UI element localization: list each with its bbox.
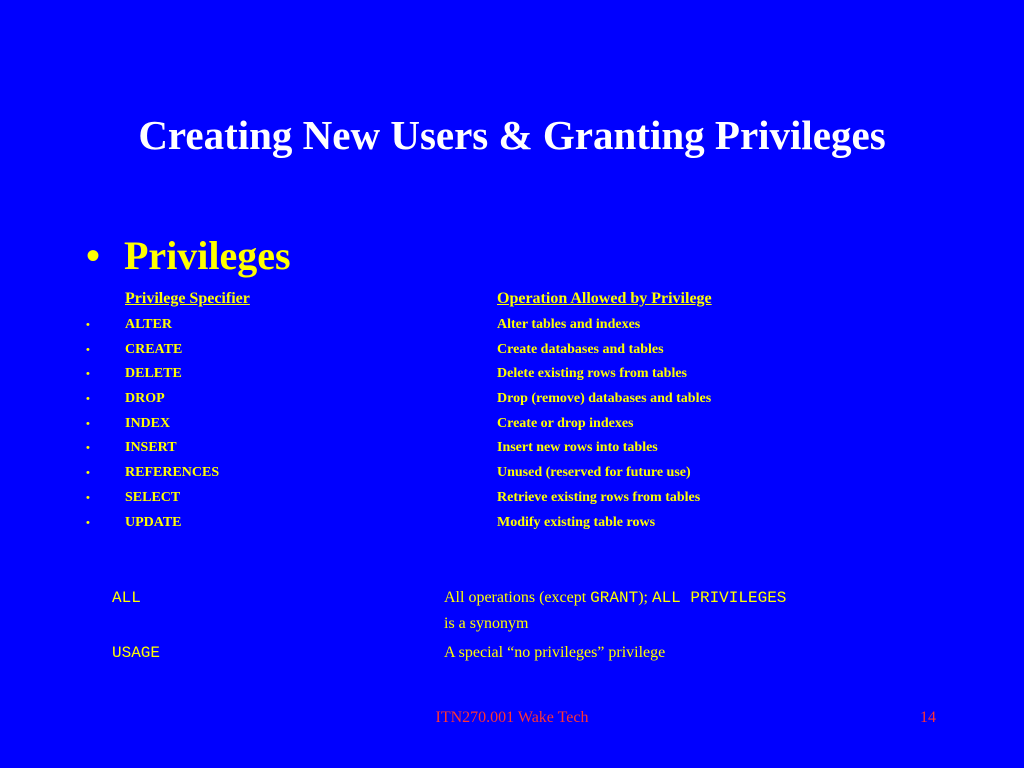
privilege-row-delete xyxy=(86,364,786,389)
privilege-row-insert xyxy=(86,438,786,463)
usage-description: A special “no privileges” privilege xyxy=(444,644,666,661)
column-header-specifier: Privilege Specifier xyxy=(125,290,250,307)
privilege-specifier: SELECT xyxy=(125,489,181,505)
privilege-list xyxy=(86,315,786,537)
all-desc-prefix: All operations (except xyxy=(444,589,591,606)
privilege-row-index xyxy=(86,414,786,439)
privilege-row-update xyxy=(86,513,786,538)
privilege-row-alter xyxy=(86,315,786,340)
privilege-specifier: INDEX xyxy=(125,415,171,431)
row-bullet: • xyxy=(86,417,90,430)
privilege-row-drop xyxy=(86,389,786,414)
row-bullet: • xyxy=(86,442,90,455)
privilege-specifier: REFERENCES xyxy=(125,465,220,481)
privilege-row-references xyxy=(86,463,786,488)
privilege-specifier: INSERT xyxy=(125,440,177,456)
privilege-operation: Insert new rows into tables xyxy=(497,440,658,456)
all-privileges-keyword: ALL PRIVILEGES xyxy=(651,589,787,607)
page-number: 14 xyxy=(920,709,936,726)
row-bullet: • xyxy=(86,393,90,406)
privilege-specifier: CREATE xyxy=(125,341,183,357)
slide-title: Creating New Users & Granting Privileges xyxy=(138,112,886,158)
privilege-operation: Create databases and tables xyxy=(497,341,664,357)
all-specifier: ALL xyxy=(112,589,141,607)
privilege-row-select xyxy=(86,488,786,513)
all-description xyxy=(444,585,786,611)
row-bullet: • xyxy=(86,368,90,381)
privilege-operation: Retrieve existing rows from tables xyxy=(497,489,701,505)
usage-specifier: USAGE xyxy=(112,644,161,662)
privilege-operation: Create or drop indexes xyxy=(497,415,634,431)
privilege-operation: Alter tables and indexes xyxy=(497,317,641,332)
privilege-operation: Modify existing table rows xyxy=(497,514,656,530)
privilege-operation: Drop (remove) databases and tables xyxy=(497,391,712,407)
all-desc-middle: ); xyxy=(638,589,652,606)
section-heading xyxy=(86,230,291,282)
privilege-row-create xyxy=(86,340,786,365)
privilege-specifier: DELETE xyxy=(125,366,182,382)
column-header-operation: Operation Allowed by Privilege xyxy=(497,290,712,307)
bullet-glyph: • xyxy=(86,233,101,278)
all-description-line2: is a synonym xyxy=(444,615,529,632)
row-bullet: • xyxy=(86,491,90,504)
privilege-operation: Unused (reserved for future use) xyxy=(497,465,691,481)
privilege-operation: Delete existing rows from tables xyxy=(497,366,687,382)
privilege-specifier: UPDATE xyxy=(125,514,182,530)
section-heading-text: Privileges xyxy=(124,233,291,278)
privilege-specifier: ALTER xyxy=(125,317,172,332)
privilege-specifier: DROP xyxy=(125,391,165,407)
row-bullet: • xyxy=(86,516,90,529)
row-bullet: • xyxy=(86,467,90,480)
row-bullet: • xyxy=(86,343,90,356)
footer-course: ITN270.001 Wake Tech xyxy=(435,709,589,726)
row-bullet: • xyxy=(86,319,90,331)
grant-keyword: GRANT xyxy=(590,589,639,607)
